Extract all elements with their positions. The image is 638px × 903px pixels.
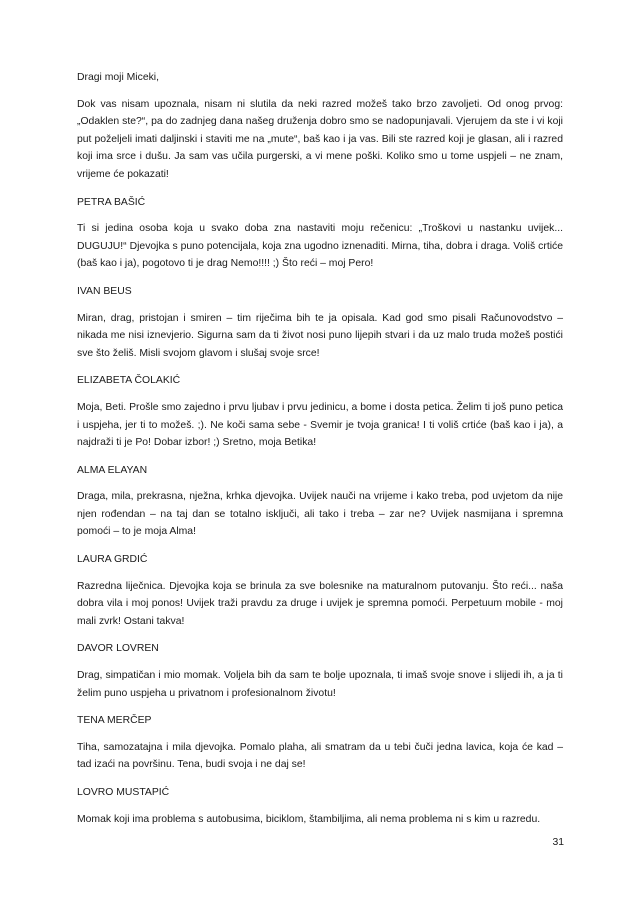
entry-name-davor-lovren: DAVOR LOVREN xyxy=(77,643,159,655)
entry-text-laura-grdic: Razredna liječnica. Djevojka koja se brinula za sve bolesnike na maturalnom putovanju. Što reći... naša dobra vila i moj ponos! Uvijek traži pravdu za druge i uvijek je spremna pomoći. Perpetuum mobile - moj mali zvrk! Ostani takva! xyxy=(77,580,563,627)
entry-name-lovro-mustapic: LOVRO MUSTAPIĆ xyxy=(77,787,170,798)
greeting: Dragi moji Miceki, xyxy=(77,72,159,83)
entry-name-alma-elayan: ALMA ELAYAN xyxy=(77,464,148,476)
entry-text-davor-lovren: Drag, simpatičan i mio momak. Voljela bih da sam te bolje upoznala, ti imaš svoje snove i slijedi ih, a ja ti želim puno uspjeha u privatnom i profesionalnom životu! xyxy=(77,670,563,699)
entry-name-elizabeta-colakic: ELIZABETA ČOLAKIĆ xyxy=(77,375,181,387)
intro-paragraph: Dok vas nisam upoznala, nisam ni slutila da neki razred možeš tako brzo zavoljeti. Od onog prvog: „Odaklen ste?“, pa do zadnjeg dana našeg druženja dobro smo se nadopunjavali. Vjerujem da ste i vi koji put poželjeli imati daljinski i staviti me na „mute“, baš kao i ja vas. Bili ste razred koji je glasan, ali i razred koji ima srce i dušu. Ja sam vas učila purgerski, a vi mene poški. Koliko smo u tome uspjeli – ne znam, vrijeme će pokazati! xyxy=(77,98,563,180)
entry-name-ivan-beus: IVAN BEUS xyxy=(77,285,132,297)
page-content xyxy=(77,69,563,838)
entry-text-tena-mercep: Tiha, samozatajna i mila djevojka. Pomalo plaha, ali smatram da u tebi čuči jedna lavica, koja će kad – tad izaći na površinu. Tena, budi svoja i ne daj se! xyxy=(77,741,563,771)
entry-name-laura-grdic: LAURA GRDIĆ xyxy=(77,554,148,566)
entry-text-elizabeta-colakic: Moja, Beti. Prošle smo zajedno i prvu ljubav i prvu jedinicu, a bome i dosta petica. Želim ti još puno petica i uspjeha, jer ti to možeš. ;). Ne koči sama sebe - Svemir je tvoja granica! I ti voliš crtiće (baš kao i ja), a najdraži ti je Po! Dobar izbor! ;) Sretno, moja Betika! xyxy=(77,401,563,449)
entry-name-petra-basic: PETRA BAŠIĆ xyxy=(77,196,146,208)
entry-text-petra-basic: Ti si jedina osoba koja u svako doba zna nastaviti moju rečenicu: „Troškovi u nastanku uvijek... DUGUJU!“ Djevojka s puno potencijala, koja zna ugodno iznenaditi. Mirna, tiha, dobra i draga. Voliš crtiće (baš kao i ja), pogotovo ti je drag Nemo!!!! ;) Što reći – moj Pero! xyxy=(77,223,563,270)
entry-text-ivan-beus: Miran, drag, pristojan i smiren – tim riječima bih te ja opisala. Kad god smo pisali Računovodstvo – nikada me nisi iznevjerio. Sigurna sam da ti život nosi puno lijepih stvari i da uz malo truda možeš postići sve što želiš. Misli svojom glavom i slušaj svoje srce! xyxy=(77,312,563,359)
entry-text-alma-elayan: Draga, mila, prekrasna, nježna, krhka djevojka. Uvijek nauči na vrijeme i kako treba, pod uvjetom da nije njen rođendan – na taj dan se totalno isključi, ali tako i treba – zar ne? Uvijek nasmijana i spremna pomoći – to je moja Alma! xyxy=(77,491,563,538)
entry-text-lovro-mustapic: Momak koji ima problema s autobusima, biciklom, štambiljima, ali nema problema ni s kim u razredu. xyxy=(77,813,541,825)
page-number: 31 xyxy=(552,837,564,848)
entry-name-tena-mercep: TENA MERČEP xyxy=(77,715,152,727)
